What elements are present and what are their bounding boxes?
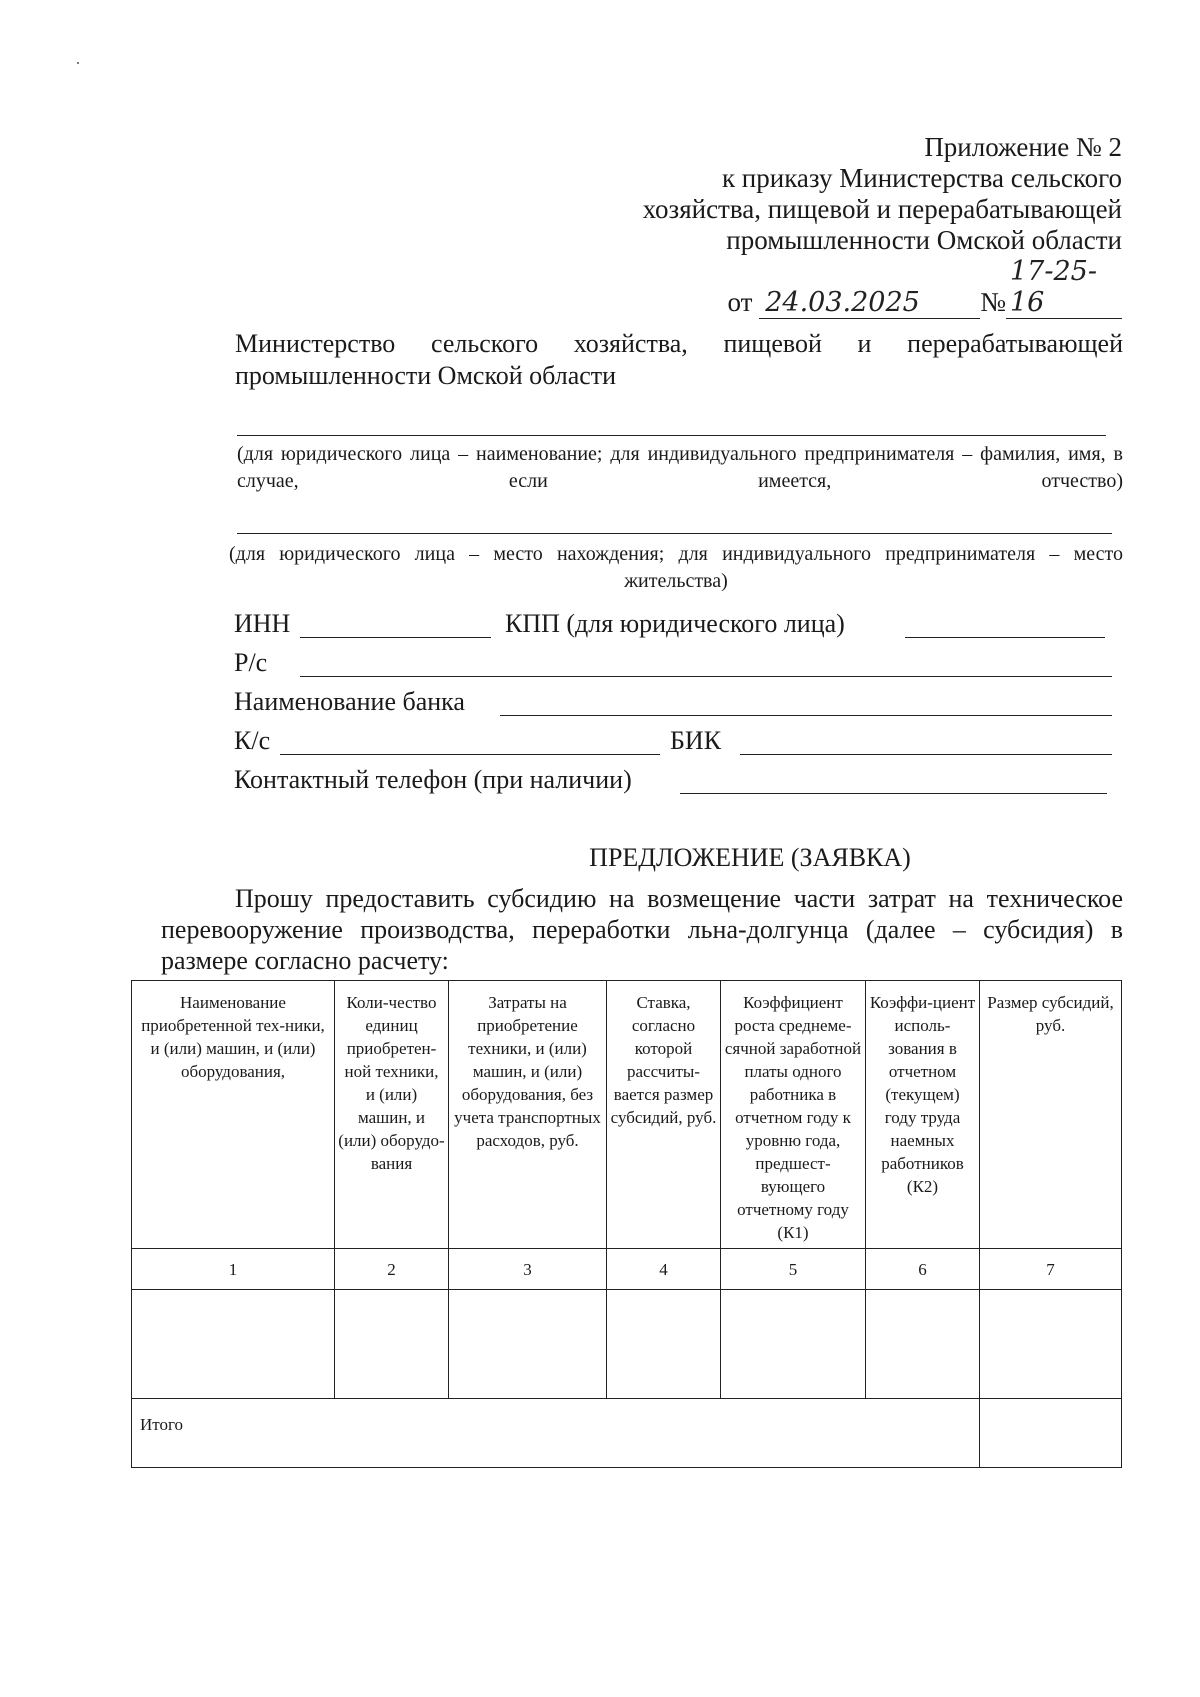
ks-field[interactable] — [280, 754, 660, 755]
appendix-header — [643, 132, 1122, 319]
appendix-title: Приложение № 2 — [924, 132, 1122, 162]
bank-label: Наименование банка — [234, 687, 465, 716]
number-prefix: № — [980, 287, 1006, 317]
rs-label: Р/с — [234, 648, 268, 677]
order-line-3: промышленности Омской области — [726, 225, 1122, 255]
bik-label: БИК — [670, 726, 722, 755]
date-prefix: от — [727, 287, 753, 317]
column-number: 5 — [721, 1249, 866, 1290]
column-number: 4 — [607, 1249, 721, 1290]
column-numbers-row — [132, 1249, 1122, 1290]
inn-label: ИНН — [234, 609, 291, 638]
order-line-2: хозяйства, пищевой и перерабатывающей — [642, 194, 1122, 224]
applicant-address-hint: (для юридического лица – место нахождения; для индивидуального предпринимателя – место жительства) — [229, 543, 1123, 592]
column-number: 6 — [866, 1249, 980, 1290]
phone-field[interactable] — [680, 793, 1107, 794]
order-number-handwritten: 17-25-16 — [1006, 256, 1122, 319]
table-cell[interactable] — [132, 1290, 335, 1399]
table-cell[interactable] — [866, 1290, 980, 1399]
ministry-addressee: Министерство сельского хозяйства, пищевой и перерабатывающей промышленности Омской области — [235, 329, 1123, 390]
bik-field[interactable] — [740, 754, 1112, 755]
bank-field[interactable] — [500, 715, 1112, 716]
table-cell[interactable] — [721, 1290, 866, 1399]
applicant-name-hint: (для юридического лица – наименование; для индивидуального предпринимателя – фамилия, имя, в случае, если имеется, отчество) — [237, 443, 1123, 492]
inn-field[interactable] — [300, 637, 491, 638]
phone-label: Контактный телефон (при наличии) — [234, 765, 632, 794]
order-date-handwritten: 24.03.2025 — [759, 287, 980, 319]
table-data-row — [132, 1290, 1122, 1399]
column-number: 7 — [980, 1249, 1122, 1290]
table-total-row — [132, 1399, 1122, 1468]
subsidy-calculation-table — [131, 980, 1122, 1468]
request-paragraph: Прошу предоставить субсидию на возмещение части затрат на техническое перевооружение производства, переработки льна-долгунца (далее – субсидия) в размере согласно расчету: — [161, 884, 1123, 975]
table-cell[interactable] — [335, 1290, 449, 1399]
scan-speck — [77, 62, 79, 64]
kpp-label: КПП (для юридического лица) — [505, 609, 845, 638]
applicant-name-line — [237, 435, 1106, 436]
total-label: Итого — [132, 1399, 980, 1468]
header-subsidy-amount: Размер субсидий, руб. — [980, 981, 1122, 1249]
column-number: 2 — [335, 1249, 449, 1290]
header-units-quantity: Коли-чество единиц приобретен-ной техники, и (или) машин, и (или) оборудо-вания — [335, 981, 449, 1249]
order-line-1: к приказу Министерства сельского — [721, 163, 1122, 193]
document-title: ПРЕДЛОЖЕНИЕ (ЗАЯВКА) — [589, 843, 911, 872]
table-header-row — [132, 981, 1122, 1249]
column-number: 3 — [449, 1249, 607, 1290]
header-acquisition-costs: Затраты на приобретение техники, и (или) машин, и (или) оборудования, без учета транспортных расходов, руб. — [449, 981, 607, 1249]
total-value-cell[interactable] — [980, 1399, 1122, 1468]
header-subsidy-rate: Ставка, согласно которой рассчиты-вается размер субсидий, руб. — [607, 981, 721, 1249]
table-cell[interactable] — [980, 1290, 1122, 1399]
header-equipment-name: Наименование приобретенной тех-ники, и (или) машин, и (или) оборудования, — [132, 981, 335, 1249]
kpp-field[interactable] — [905, 637, 1105, 638]
ks-label: К/с — [234, 726, 271, 755]
table-cell[interactable] — [607, 1290, 721, 1399]
order-date-number-line — [643, 256, 1122, 319]
header-k2-coefficient: Коэффи-циент исполь-зования в отчетном (текущем) году труда наемных работников (К2) — [866, 981, 980, 1249]
rs-field[interactable] — [300, 676, 1112, 677]
column-number: 1 — [132, 1249, 335, 1290]
table-cell[interactable] — [449, 1290, 607, 1399]
applicant-address-line — [237, 533, 1112, 534]
header-k1-coefficient: Коэффициент роста среднеме-сячной заработной платы одного работника в отчетном году к уровню года, предшест-вующего отчетному году (К1) — [721, 981, 866, 1249]
